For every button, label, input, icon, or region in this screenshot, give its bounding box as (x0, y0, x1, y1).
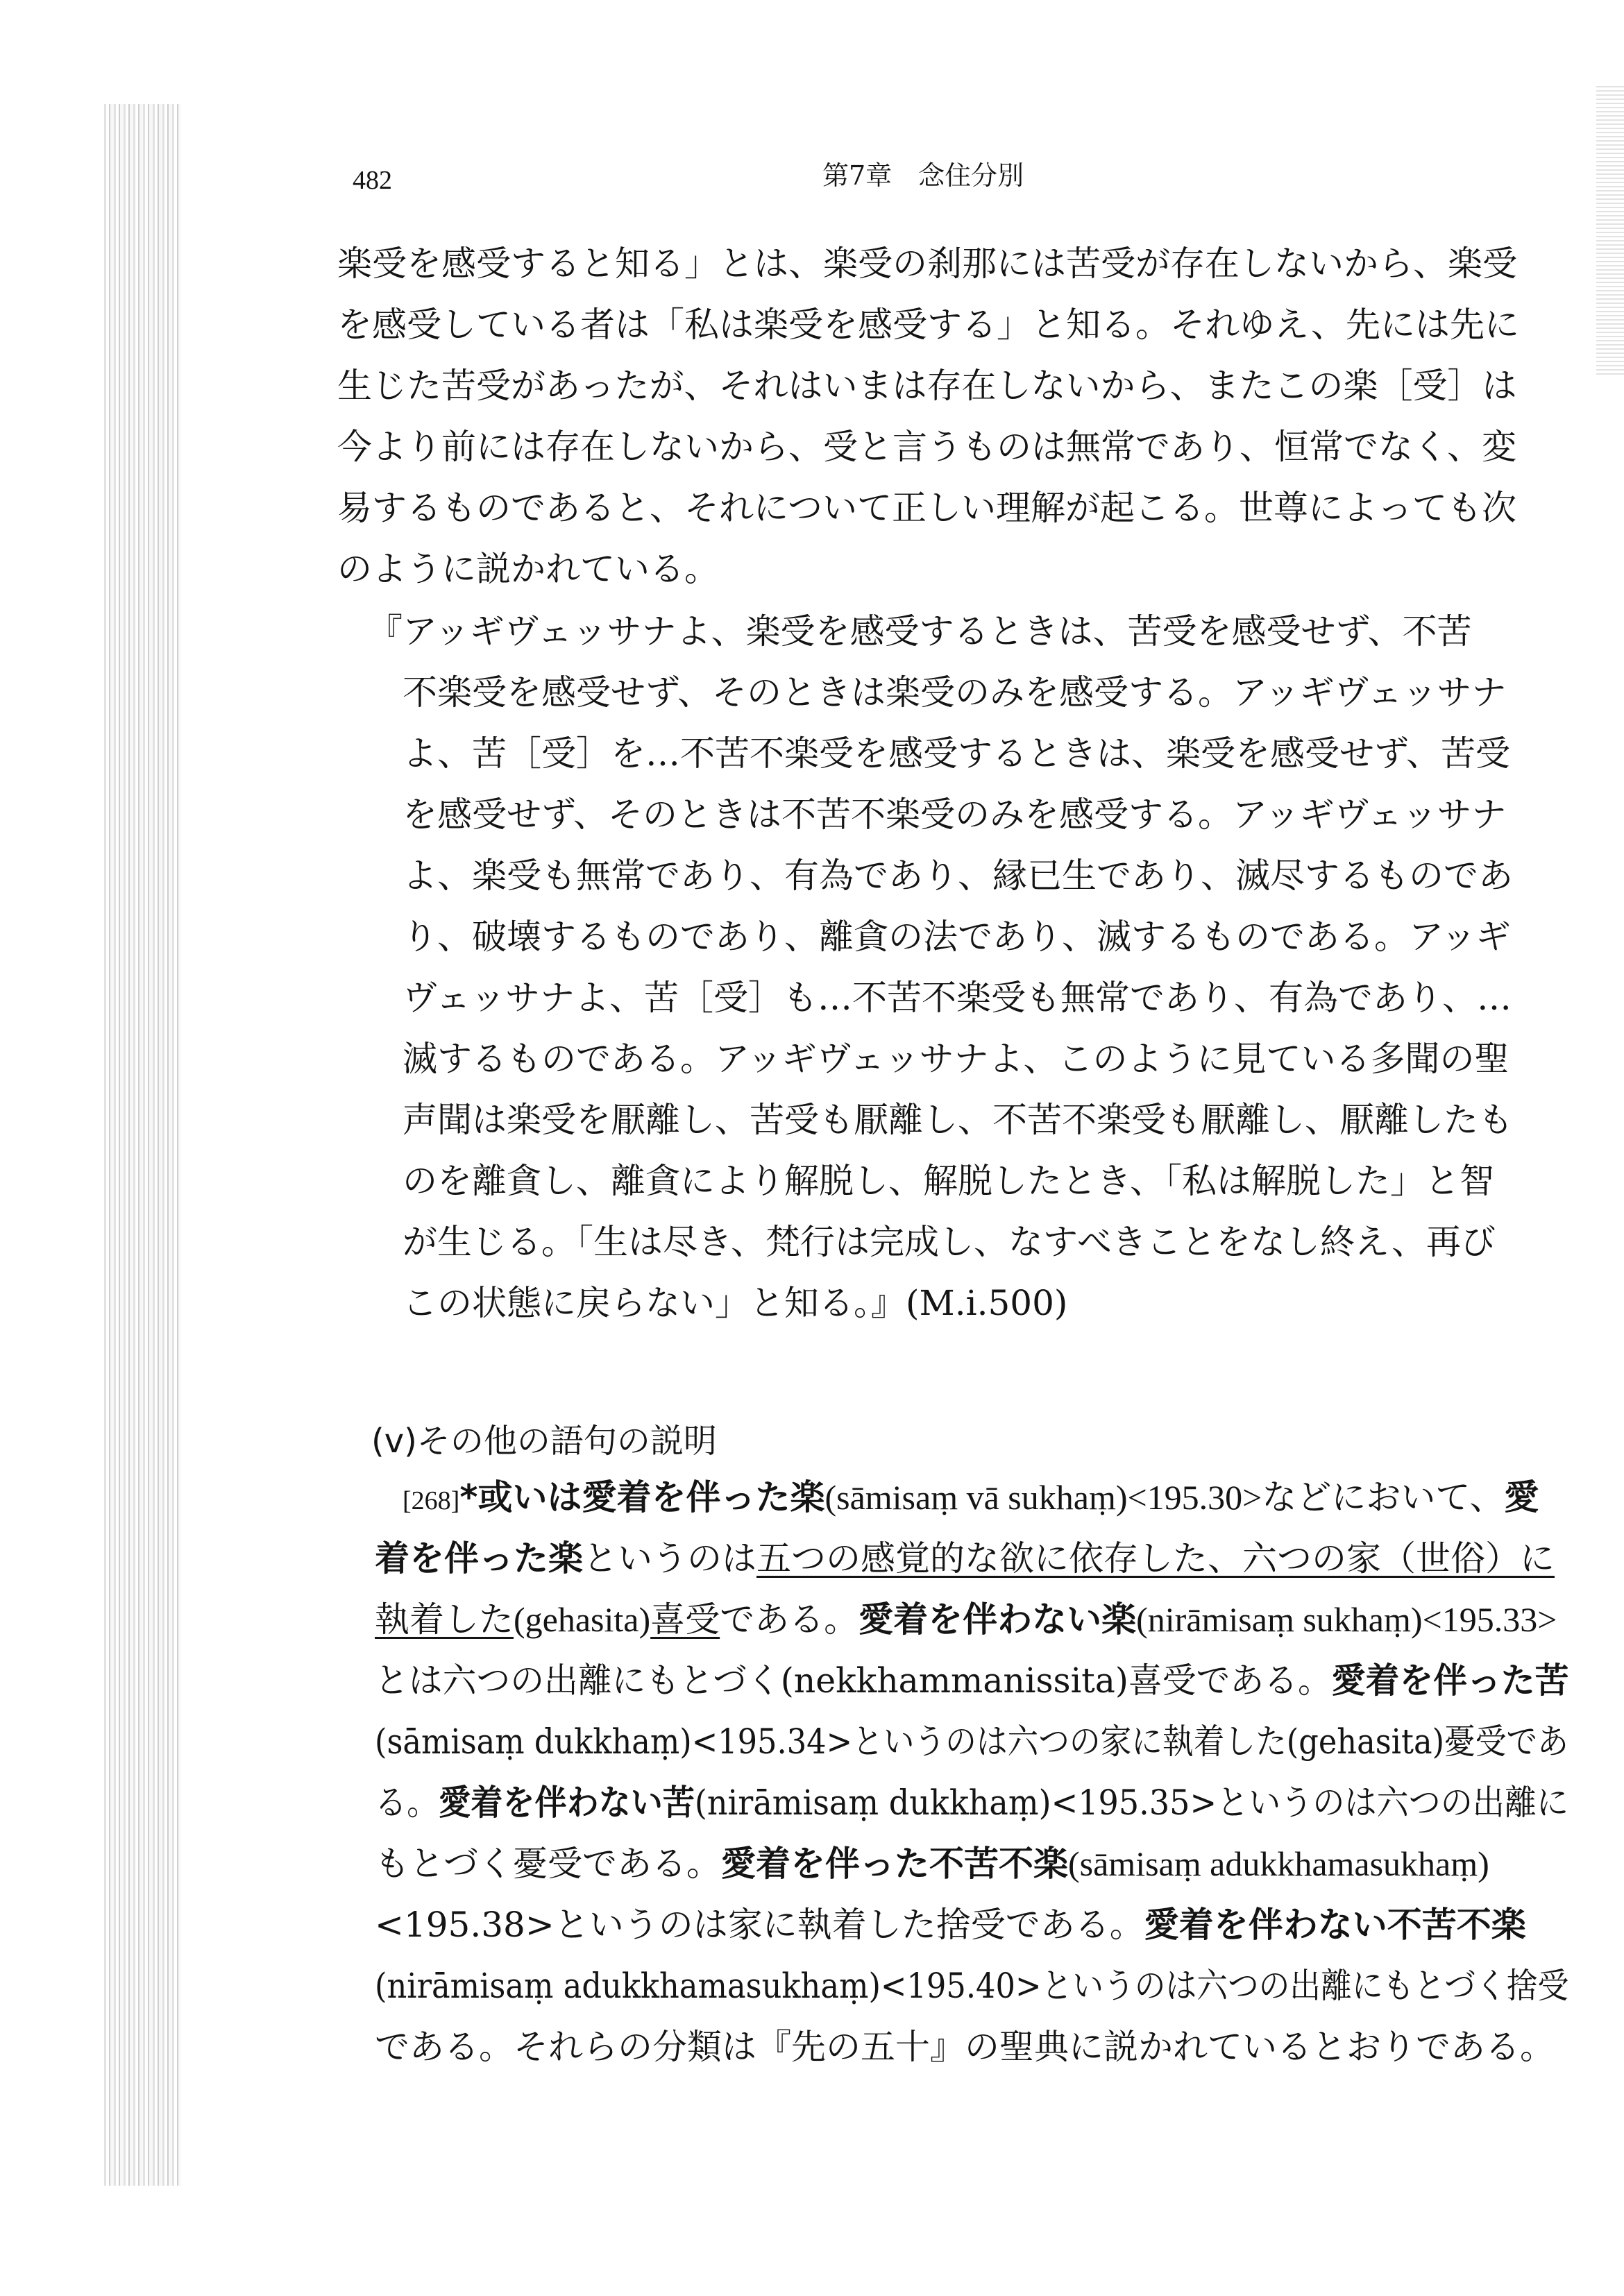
text-run: (sāmisaṃ dukkhaṃ)<195.34>というのは六つの家に執着した(gehasita)憂受であ (375, 1721, 1568, 1762)
quote-line: 不楽受を感受せず、そのときは楽受のみを感受する。アッギヴェッサナ (403, 672, 1507, 713)
paragraph-1-line: を感受している者は「私は楽受を感受する」と知る。それゆえ、先には先に (337, 305, 1519, 345)
paragraph-2-line (375, 1897, 1526, 1947)
text-run: というのは (583, 1538, 756, 1579)
paragraph-2-line (375, 2019, 1555, 2069)
pali-text: (sāmisaṃ adukkhamasukhaṃ) (1068, 1844, 1489, 1883)
paragraph-2-line (375, 1775, 1568, 1825)
scan-gutter-shading (104, 104, 180, 2186)
pali-text: (gehasita) (514, 1600, 651, 1639)
text-run: とは六つの出離にもとづく(nekkhammanissita)喜受である。 (375, 1660, 1332, 1701)
text-run: る。 (375, 1783, 439, 1823)
bold-term: 愛 (1504, 1477, 1539, 1517)
bold-term: 愛着を伴わない不苦不楽 (1144, 1905, 1526, 1945)
text-run: である。 (720, 1599, 859, 1640)
underlined-text: 五つの感覚的な欲に依存した、六つの家（世俗）に (756, 1538, 1555, 1579)
bold-term: 愛着を伴わない楽 (858, 1599, 1137, 1640)
quote-line: 『アッギヴェッサナよ、楽受を感受するときは、苦受を感受せず、不苦 (368, 611, 1472, 652)
quote-line: が生じる。「生は尽き、梵行は完成し、なすべきことをなし終え、再び (403, 1222, 1496, 1262)
text-run: である。それらの分類は『先の五十』の聖典に説かれているとおりである。 (375, 2027, 1555, 2067)
running-head: 第7章 念住分別 (822, 160, 1024, 191)
paragraph-1-line: のように説かれている。 (337, 549, 719, 589)
paragraph-2-line (375, 1653, 1568, 1703)
paragraph-2-line (375, 1714, 1568, 1764)
bold-term: 愛着を伴った不苦不楽 (721, 1844, 1068, 1884)
quote-line: よ、楽受も無常であり、有為であり、縁已生であり、滅尽するものであ (403, 856, 1513, 896)
quote-line: この状態に戻らない」と知る。』(M.i.500) (403, 1283, 1068, 1323)
pali-text: (sāmisaṃ vā sukhaṃ)<195.30>などにおいて、 (824, 1478, 1505, 1517)
paragraph-2-line (375, 1592, 1557, 1642)
text-run: (nirāmisaṃ adukkhamasukhaṃ)<195.40>というのは六つの出離にもとづく捨受 (375, 1966, 1569, 2006)
text-run: もとづく憂受である。 (375, 1844, 721, 1884)
page-number: 482 (353, 166, 392, 195)
bold-term: 愛着を伴った苦 (1331, 1660, 1569, 1701)
underlined-text: 喜受 (650, 1599, 720, 1640)
paragraph-number: [268] (403, 1486, 460, 1515)
paragraph-2-line (375, 1531, 1555, 1581)
text-run: <195.38>というのは家に執着した捨受である。 (375, 1905, 1144, 1945)
paragraph-1-line: 易するものであると、それについて正しい理解が起こる。世尊によっても次 (337, 488, 1516, 528)
quote-line: を感受せず、そのときは不苦不楽受のみを感受する。アッギヴェッサナ (403, 794, 1507, 835)
quote-line: のを離貪し、離貪により解脱し、解脱したとき、「私は解脱した」と智 (403, 1161, 1494, 1201)
paragraph-1-line: 生じた苦受があったが、それはいまは存在しないから、またこの楽［受］は (337, 366, 1517, 406)
paragraph-1-line: 楽受を感受すると知る」とは、楽受の刹那には苦受が存在しないから、楽受 (337, 244, 1517, 284)
paragraph-2-line (375, 1836, 1489, 1886)
quote-line: 声聞は楽受を厭離し、苦受も厭離し、不苦不楽受も厭離し、厭離したも (403, 1100, 1513, 1140)
bold-term: 着を伴った楽 (375, 1538, 583, 1579)
quote-line: 滅するものである。アッギヴェッサナよ、このように見ている多聞の聖 (403, 1039, 1509, 1079)
bold-term: 愛着を伴わない苦 (439, 1783, 695, 1823)
pali-text: (nirāmisaṃ sukhaṃ)<195.33> (1136, 1600, 1557, 1639)
quote-line: り、破壊するものであり、離貪の法であり、滅するものである。アッギ (403, 917, 1511, 957)
paragraph-2-line (403, 1470, 1539, 1520)
bold-term: *或いは愛着を伴った楽 (459, 1477, 825, 1517)
text-run: (nirāmisaṃ dukkhaṃ)<195.35>というのは六つの出離に (694, 1783, 1569, 1823)
paragraph-1-line: 今より前には存在しないから、受と言うものは無常であり、恒常でなく、変 (337, 427, 1516, 467)
quote-line: ヴェッサナよ、苦［受］も…不苦不楽受も無常であり、有為であり、… (403, 978, 1512, 1018)
underlined-text: 執着した (375, 1599, 514, 1640)
scan-edge-shading (1596, 83, 1624, 375)
quote-line: よ、苦［受］を…不苦不楽受を感受するときは、楽受を感受せず、苦受 (403, 733, 1510, 774)
section-heading: (v)その他の語句の説明 (371, 1422, 717, 1461)
paragraph-2-line (375, 1958, 1568, 2008)
